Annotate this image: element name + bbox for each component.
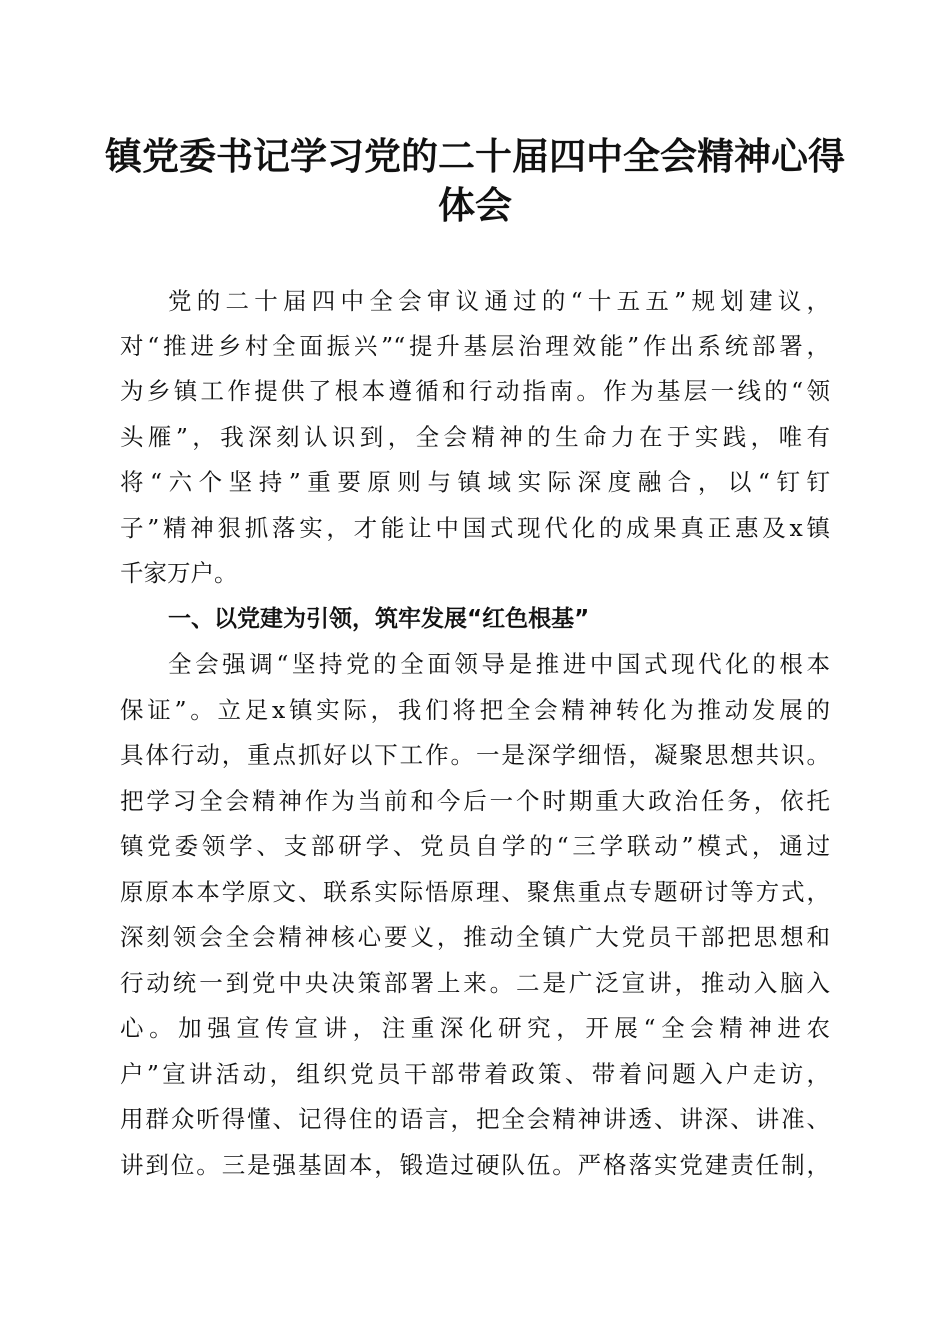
paragraph-1-line: 千家万户。 [120, 559, 238, 587]
paragraph-2-line: 原原本本学原文、联系实际悟原理、聚焦重点专题研讨等方式， [120, 878, 830, 906]
document-title [100, 132, 850, 230]
paragraph-2-line: 讲到位。三是强基固本，锻造过硬队伍。严格落实党建责任制， [120, 1151, 830, 1179]
paragraph-2-line: 全会强调“坚持党的全面领导是推进中国式现代化的根本 [168, 650, 830, 678]
paragraph-2-line: 具体行动，重点抓好以下工作。一是深学细悟，凝聚思想共识。 [120, 741, 830, 769]
paragraph-1-line: 党的二十届四中全会审议通过的“十五五”规划建议， [168, 287, 830, 315]
section-heading: 一、以党建为引领，筑牢发展“红色根基” [168, 606, 590, 632]
paragraph-1-line: 子”精神狠抓落实，才能让中国式现代化的成果真正惠及x镇 [120, 514, 830, 542]
paragraph-1-line: 头雁”，我深刻认识到，全会精神的生命力在于实践，唯有 [120, 423, 830, 451]
paragraph-2-line: 把学习全会精神作为当前和今后一个时期重大政治任务，依托 [120, 787, 830, 815]
paragraph-2-line: 用群众听得懂、记得住的语言，把全会精神讲透、讲深、讲准、 [120, 1105, 830, 1133]
paragraph-1-line: 为乡镇工作提供了根本遵循和行动指南。作为基层一线的“领 [120, 377, 830, 405]
title-line-1: 镇党委书记学习党的二十届四中全会精神心得 [105, 134, 845, 178]
paragraph-2-line: 行动统一到党中央决策部署上来。二是广泛宣讲，推动入脑入 [120, 969, 830, 997]
paragraph-2-line: 心。加强宣传宣讲，注重深化研究，开展“全会精神进农 [120, 1014, 830, 1042]
paragraph-1-line: 将“六个坚持”重要原则与镇域实际深度融合，以“钉钉 [120, 468, 830, 496]
paragraph-2-line: 镇党委领学、支部研学、党员自学的“三学联动”模式，通过 [120, 832, 830, 860]
paragraph-2-line: 户”宣讲活动，组织党员干部带着政策、带着问题入户走访， [120, 1060, 830, 1088]
paragraph-2-line: 保证”。立足x镇实际，我们将把全会精神转化为推动发展的 [120, 696, 830, 724]
paragraph-1-line: 对“推进乡村全面振兴”“提升基层治理效能”作出系统部署， [120, 332, 830, 360]
title-line-2: 体会 [438, 183, 512, 227]
paragraph-2-line: 深刻领会全会精神核心要义，推动全镇广大党员干部把思想和 [120, 923, 830, 951]
